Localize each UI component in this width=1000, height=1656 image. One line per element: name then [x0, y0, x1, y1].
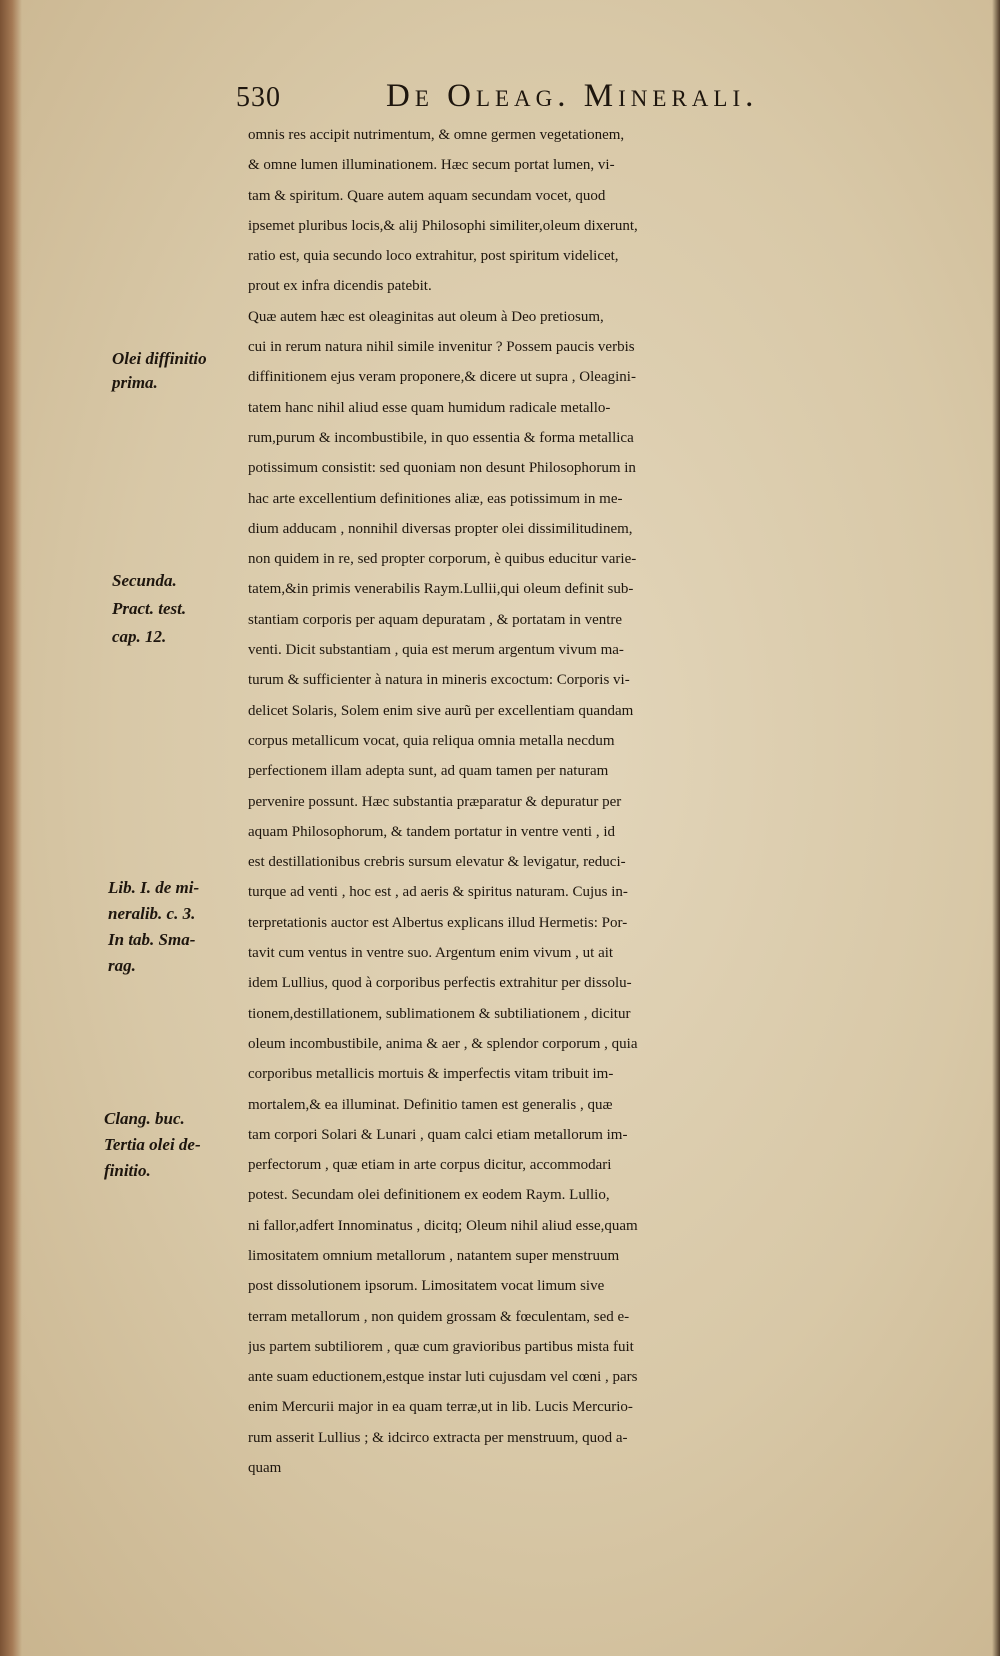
text-line: potissimum consistit: sed quoniam non desunt Philosophorum in — [248, 460, 636, 477]
text-line: jus partem subtiliorem , quæ cum gravioribus partibus mista fuit — [248, 1338, 634, 1355]
text-line: hac arte excellentium definitiones aliæ, eas potissimum in me- — [248, 490, 623, 507]
text-line: prout ex infra dicendis patebit. — [248, 278, 432, 295]
text-line: tam & spiritum. Quare autem aquam secundam vocet, quod — [248, 187, 606, 204]
text-line: turum & sufficienter à natura in mineris excoctum: Corporis vi- — [248, 672, 630, 689]
text-line: delicet Solaris, Solem enim sive aurũ per excellentiam quandam — [248, 702, 634, 719]
text-line: ni fallor,adfert Innominatus , dicitq; Oleum nihil aliud esse,quam — [248, 1217, 638, 1234]
text-line: corporibus metallicis mortuis & imperfectis vitam tribuit im- — [248, 1066, 614, 1083]
text-line: perfectionem illam adepta sunt, ad quam tamen per naturam — [248, 763, 609, 780]
text-line: & omne lumen illuminationem. Hæc secum portat lumen, vi- — [248, 157, 615, 174]
margin-note: Tertia olei de- — [104, 1135, 201, 1154]
text-line: mortalem,& ea illuminat. Definitio tamen est generalis , quæ — [248, 1096, 613, 1113]
text-line: dium adducam , nonnihil diversas propter olei dissimilitudinem, — [248, 520, 633, 537]
text-line: limositatem omnium metallorum , natantem super menstruum — [248, 1247, 620, 1264]
text-line: potest. Secundam olei definitionem ex eodem Raym. Lullio, — [248, 1187, 610, 1204]
text-line: tatem hanc nihil aliud esse quam humidum radicale metallo- — [248, 399, 611, 416]
text-line: stantiam corporis per aquam depuratam , & portatam in ventre — [248, 611, 623, 628]
text-line: ante suam eductionem,estque instar luti cujusdam vel cœni , pars — [248, 1369, 638, 1386]
text-line: Quæ autem hæc est oleaginitas aut oleum à Deo pretiosum, — [248, 308, 604, 325]
margin-note: Lib. I. de mi- — [108, 878, 200, 897]
text-line: omnis res accipit nutrimentum, & omne germen vegetationem, — [248, 127, 625, 143]
text-line: venti. Dicit substantiam , quia est merum argentum vivum ma- — [248, 642, 624, 659]
text-line: perfectorum , quæ etiam in arte corpus dicitur, accommodari — [248, 1157, 612, 1174]
text-line: ipsemet pluribus locis,& alij Philosophi similiter,oleum dixerunt, — [248, 217, 638, 234]
text-line: aquam Philosophorum, & tandem portatur in ventre venti , id — [248, 823, 616, 840]
page-number: 530 — [236, 82, 281, 113]
text-line: terram metallorum , non quidem grossam & fœculentam, sed e- — [248, 1308, 630, 1325]
margin-note: finitio. — [104, 1161, 151, 1180]
text-line: turque ad venti , hoc est , ad aeris & spiritus naturam. Cujus in- — [248, 884, 628, 901]
text-line: oleum incombustibile, anima & aer , & splendor corporum , quia — [248, 1035, 638, 1052]
text-line: rum asserit Lullius ; & idcirco extracta per menstruum, quod a- — [248, 1429, 628, 1446]
text-line: tatem,&in primis venerabilis Raym.Lullii,qui oleum definit sub- — [248, 581, 634, 598]
text-line: tavit cum ventus in ventre suo. Argentum enim vivum , ut ait — [248, 945, 614, 962]
text-line: diffinitionem ejus veram proponere,& dicere ut supra , Oleagini- — [248, 369, 636, 386]
text-line: rum,purum & incombustibile, in quo essentia & forma metallica — [248, 429, 634, 446]
margin-note: In tab. Sma- — [108, 930, 196, 949]
text-line: idem Lullius, quod à corporibus perfectis extrahitur per dissolu- — [248, 975, 632, 992]
text-line: est destillationibus crebris sursum elevatur & levigatur, reduci- — [248, 854, 626, 871]
margin-note: prima. — [112, 373, 158, 392]
text-line: enim Mercurii major in ea quam terræ,ut in lib. Lucis Mercurio- — [248, 1399, 633, 1416]
text-line: non quidem in re, sed propter corporum, è quibus educitur varie- — [248, 551, 637, 568]
margin-note: cap. 12. — [112, 627, 167, 646]
margin-note: Clang. buc. — [104, 1109, 185, 1128]
text-line: ratio est, quia secundo loco extrahitur, post spiritum videlicet, — [248, 248, 619, 265]
page-header — [236, 78, 936, 124]
margin-note: Olei diffinitio — [112, 349, 207, 368]
margin-note: Pract. test. — [112, 599, 187, 618]
text-line: post dissolutionem ipsorum. Limositatem vocat limum sive — [248, 1278, 605, 1295]
body-text — [248, 120, 1000, 1483]
text-line: terpretationis auctor est Albertus explicans illud Hermetis: Por- — [248, 914, 628, 931]
text-line: cui in rerum natura nihil simile invenitur ? Possem paucis verbis — [248, 339, 635, 356]
text-line: corpus metallicum vocat, quia reliqua omnia metalla necdum — [248, 732, 615, 749]
text-line: tam corpori Solari & Lunari , quam calci etiam metallorum im- — [248, 1126, 628, 1143]
margin-note: rag. — [108, 956, 136, 975]
margin-note: Secunda. — [112, 571, 177, 590]
running-head: De Oleag. Minerali. — [386, 78, 759, 114]
page-binding-edge — [0, 0, 22, 1656]
text-line: pervenire possunt. Hæc substantia præparatur & depuratur per — [248, 793, 622, 810]
margin-note: neralib. c. 3. — [108, 904, 196, 923]
text-line: quam — [248, 1460, 282, 1477]
text-line: tionem,destillationem, sublimationem & subtiliationem , dicitur — [248, 1005, 631, 1022]
